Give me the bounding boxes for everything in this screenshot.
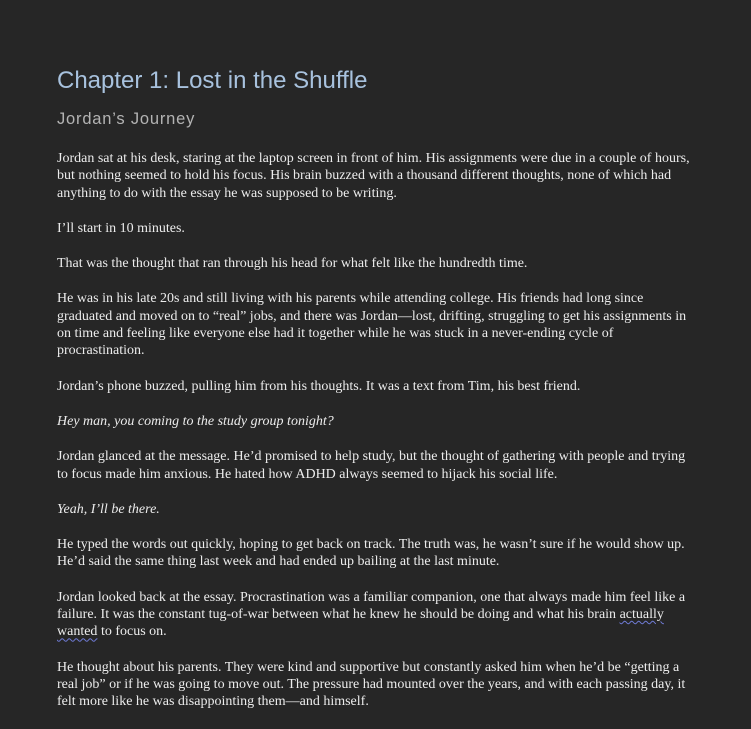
paragraph-text: to focus on. — [97, 624, 167, 640]
paragraph — [57, 589, 697, 641]
paragraph: Jordan’s phone buzzed, pulling him from his thoughts. It was a text from Tim, his best friend. — [57, 378, 581, 394]
chapter-title: Chapter 1: Lost in the Shuffle — [57, 67, 368, 94]
paragraph: Jordan glanced at the message. He’d promised to help study, but the thought of gathering with people and trying to focus made him anxious. He hated how ADHD always seemed to hijack his social life. — [57, 449, 686, 482]
paragraph: Jordan sat at his desk, staring at the laptop screen in front of him. His assignments were due in a couple of hours, but nothing seemed to hold his focus. His brain buzzed with a thousand different thoughts, none of which had anything to do with the essay he was supposed to be writing. — [57, 151, 690, 201]
paragraph: He typed the words out quickly, hoping to get back on track. The truth was, he wasn’t sure if he would show up. He’d said the same thing last week and had ended up bailing at the last minute. — [57, 537, 685, 570]
paragraph: I’ll start in 10 minutes. — [57, 220, 185, 236]
paragraph: He thought about his parents. They were kind and supportive but constantly asked him when he’d be “getting a real job” or if he was going to move out. The pressure had mounted over the years, and with each passing day, it felt more like he was disappointing them—and himself. — [57, 659, 686, 710]
text-message-quote: Hey man, you coming to the study group tonight? — [57, 413, 334, 429]
document-body[interactable] — [57, 150, 697, 711]
document-page[interactable] — [57, 66, 697, 729]
paragraph: That was the thought that ran through his head for what felt like the hundredth time. — [57, 256, 528, 272]
paragraph: He was in his late 20s and still living with his parents while attending college. His friends had long since graduated and moved on to “real” jobs, and there was Jordan—lost, drifting, struggling to get his assignments in on time and feeling like everyone else had it together while he was stuck in a never-ending cycle of procrastination. — [57, 291, 687, 359]
chapter-subtitle: Jordan’s Journey — [57, 110, 196, 128]
reply-quote: Yeah, I’ll be there. — [57, 501, 160, 517]
paragraph-text: Jordan looked back at the essay. Procrastination was a familiar companion, one that always made him feel like a failure. It was the constant tug-of-war between what he knew he should be doing and what his brain — [57, 589, 686, 623]
spellcheck-flagged-phrase[interactable]: actually wanted — [57, 607, 664, 640]
